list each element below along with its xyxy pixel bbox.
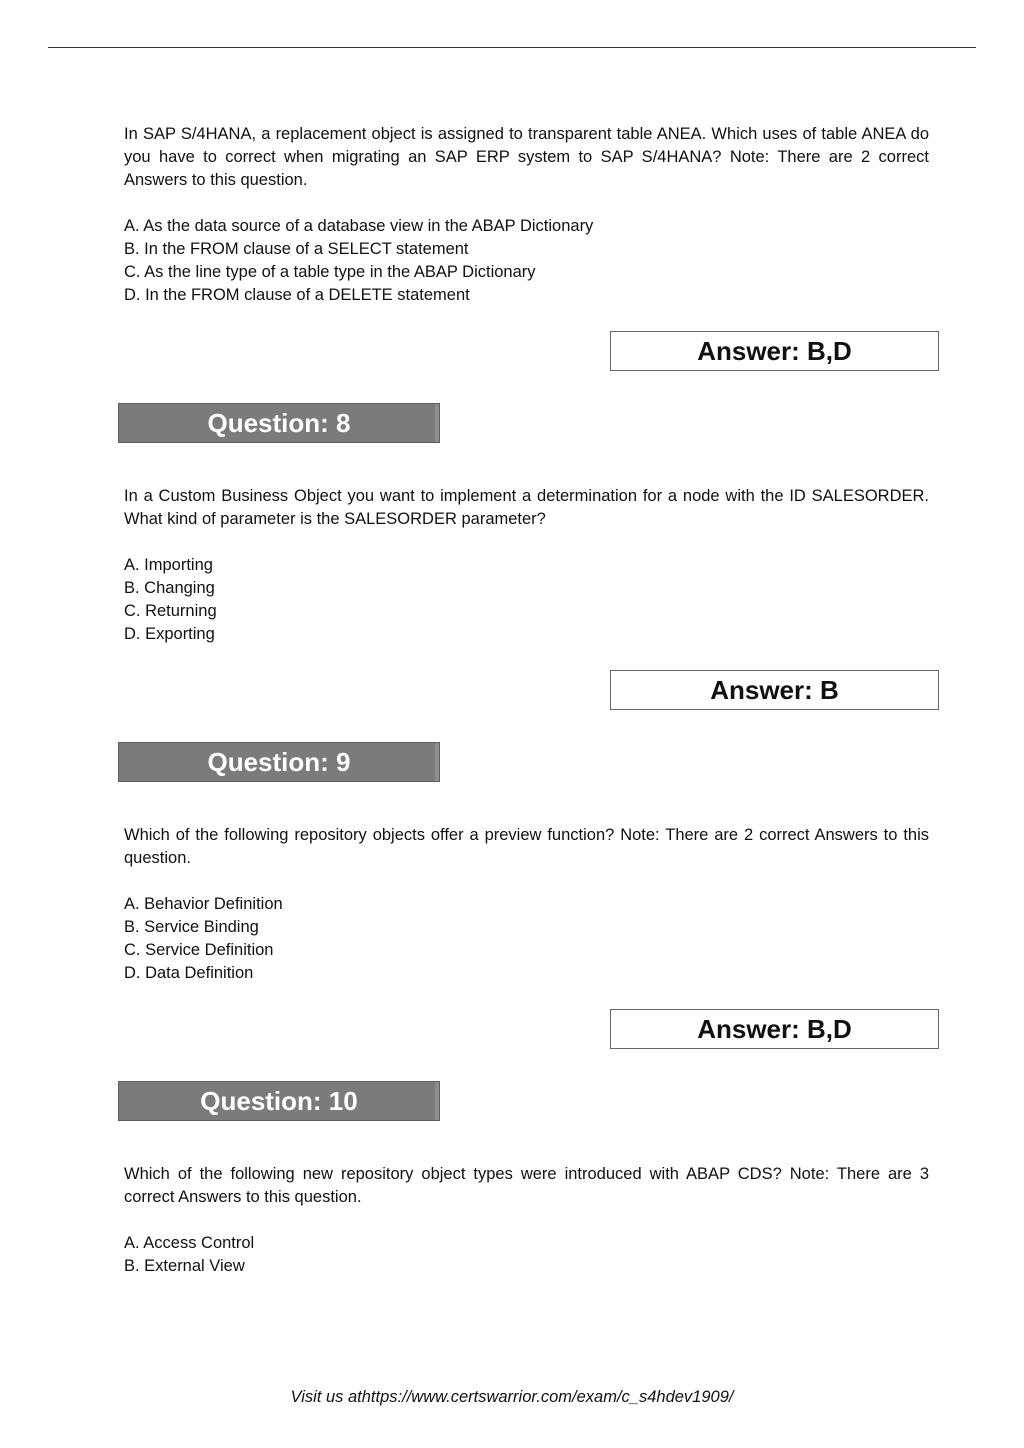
question-text: Which of the following repository objects offer a preview function? Note: There are 2 correct Answers to this question. [124,826,929,867]
option-c: C. As the line type of a table type in the ABAP Dictionary [124,263,536,281]
option-a: A. Behavior Definition [124,895,283,913]
option-b: B. External View [124,1257,245,1275]
question-header: Question: 9 [118,742,440,782]
answer-section [124,985,929,1081]
option-c: C. Service Definition [124,941,274,959]
answer-box: Answer: B,D [610,1009,939,1049]
question-header: Question: 10 [118,1081,440,1121]
option-b: B. Changing [124,579,215,597]
options-list [124,1232,929,1278]
question-text: Which of the following new repository object types were introduced with ABAP CDS? Note: There are 3 correct Answers to this question. [124,1165,929,1206]
answer-section [124,307,929,403]
answer-section [124,646,929,742]
option-c: C. Returning [124,602,217,620]
header-rule [48,47,976,48]
question-header: Question: 8 [118,403,440,443]
footer-link-text: Visit us athttps://www.certswarrior.com/exam/c_s4hdev1909/ [290,1388,734,1406]
option-a: A. As the data source of a database view in the ABAP Dictionary [124,217,594,235]
options-list [124,554,929,646]
question-text: In a Custom Business Object you want to implement a determination for a node with the ID SALESORDER. What kind of parameter is the SALESORDER parameter? [124,487,929,528]
option-d: D. Exporting [124,625,215,643]
option-b: B. Service Binding [124,918,259,936]
document-body [124,123,929,1278]
options-list [124,215,929,307]
options-list [124,893,929,985]
answer-box: Answer: B [610,670,939,710]
option-a: A. Access Control [124,1234,255,1252]
option-d: D. In the FROM clause of a DELETE statement [124,286,470,304]
option-d: D. Data Definition [124,964,254,982]
answer-box: Answer: B,D [610,331,939,371]
option-a: A. Importing [124,556,213,574]
option-b: B. In the FROM clause of a SELECT statement [124,240,469,258]
question-text: In SAP S/4HANA, a replacement object is assigned to transparent table ANEA. Which uses of table ANEA do you have to correct when migrating an SAP ERP system to SAP S/4HANA? Note: There are 2 correct Answers to this question. [124,125,929,189]
